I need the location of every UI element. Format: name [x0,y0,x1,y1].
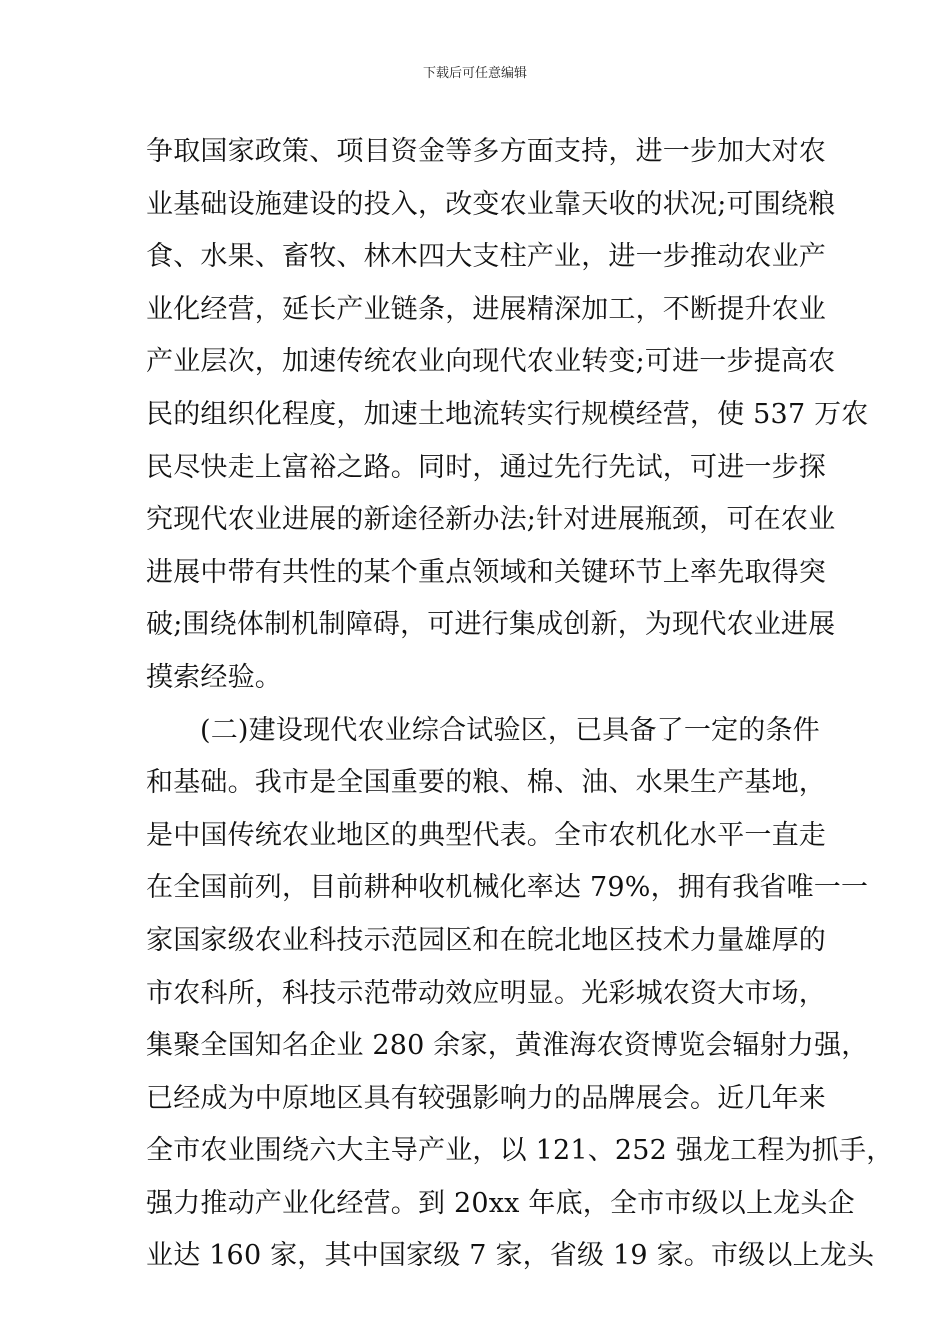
text-line: 集聚全国知名企业 280 余家，黄淮海农资博览会辐射力强， [146,1030,869,1062]
text-line: 已经成为中原地区具有较强影响力的品牌展会。近几年来 [146,1082,826,1114]
page-header: 下载后可任意编辑 [422,66,527,81]
text-line: 摸索经验。 [146,661,282,693]
text-line: 争取国家政策、项目资金等多方面支持，进一步加大对农 [146,136,826,167]
text-line: 破;围绕体制机制障碍，可进行集成创新，为现代农业进展 [146,609,836,641]
text-line: 是中国传统农业地区的典型代表。全市农机化水平一直走 [146,819,826,851]
document-body [146,126,894,1283]
text-line: 强力推动产业化经营。到 20xx 年底，全市市级以上龙头企 [146,1187,855,1219]
text-line: 食、水果、畜牧、林木四大支柱产业，进一步推动农业产 [146,241,826,273]
text-line: 在全国前列，目前耕种收机械化率达 79%，拥有我省唯一一 [146,872,869,904]
text-line: 业基础设施建设的投入，改变农业靠天收的状况;可围绕粮 [146,188,836,220]
text-line: 进展中带有共性的某个重点领域和关键环节上率先取得突 [146,556,826,588]
text-line: 民的组织化程度，加速土地流转实行规模经营，使 537 万农 [146,398,869,430]
text-line: 家国家级农业科技示范园区和在皖北地区技术力量雄厚的 [146,924,826,956]
text-line: 产业层次，加速传统农业向现代农业转变;可进一步提高农 [146,346,836,378]
text-line: 业达 160 家，其中国家级 7 家，省级 19 家。市级以上龙头 [146,1240,875,1272]
text-line: 和基础。我市是全国重要的粮、棉、油、水果生产基地， [146,767,826,799]
text-line: 市农科所，科技示范带动效应明显。光彩城农资大市场， [146,977,826,1009]
text-line: 究现代农业进展的新途径新办法;针对进展瓶颈，可在农业 [146,504,836,536]
paragraph-start-line: (二)建设现代农业综合试验区，已具备了一定的条件 [200,714,820,746]
text-line: 民尽快走上富裕之路。同时，通过先行先试，可进一步探 [146,451,826,483]
text-line: 全市农业围绕六大主导产业，以 121、252 强龙工程为抓手， [146,1135,894,1167]
text-line: 业化经营，延长产业链条，进展精深加工，不断提升农业 [146,293,826,325]
